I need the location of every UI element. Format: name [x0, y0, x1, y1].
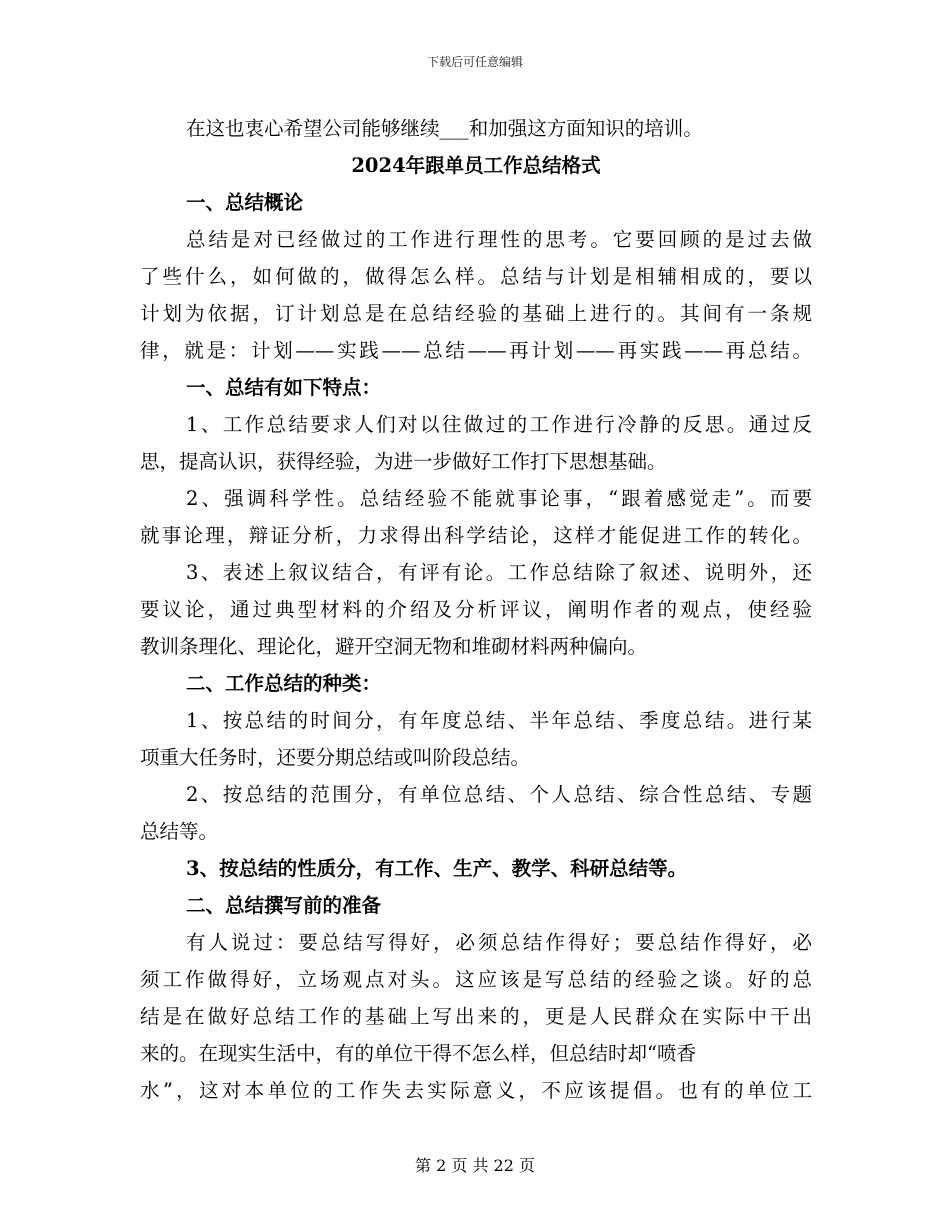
document-body	[140, 110, 812, 1109]
paragraph-line: 就事论理，辩证分析，力求得出科学结论，这样才能促进工作的转化。	[140, 524, 812, 547]
intro-line: 在这也衷心希望公司能够继续___和加强这方面知识的培训。	[186, 117, 703, 140]
paragraph-line: 水”，这对本单位的工作失去实际意义，不应该提倡。也有的单位工	[140, 1079, 812, 1102]
paragraph-line: 2、按总结的范围分，有单位总结、个人总结、综合性总结、专题	[186, 783, 812, 806]
page-number-footer: 第 2 页 共 22 页	[415, 1156, 535, 1175]
paragraph-line: 有人说过：要总结写得好，必须总结作得好；要总结作得好，必	[186, 931, 812, 954]
section-heading-overview: 一、总结概论	[186, 191, 304, 214]
paragraph-line: 思，提高认识，获得经验，为进一步做好工作打下思想基础。	[140, 450, 667, 473]
paragraph-line: 3、表述上叙议结合，有评有论。工作总结除了叙述、说明外，还	[186, 561, 812, 584]
document-title: 2024年跟单员工作总结格式	[351, 154, 601, 177]
paragraph-line: 计划为依据，订计划总是在总结经验的基础上进行的。其间有一条规	[140, 302, 812, 325]
paragraph-line: 1、按总结的时间分，有年度总结、半年总结、季度总结。进行某	[186, 709, 812, 732]
paragraph-line: 项重大任务时，还要分期总结或叫阶段总结。	[140, 746, 531, 769]
bold-paragraph-line: 3、按总结的性质分，有工作、生产、教学、科研总结等。	[186, 857, 688, 880]
section-heading-types: 二、工作总结的种类：	[186, 672, 382, 695]
paragraph-line: 总结是对已经做过的工作进行理性的思考。它要回顾的是过去做	[186, 228, 812, 251]
section-heading-features: 一、总结有如下特点：	[186, 376, 382, 399]
paragraph-line: 1、工作总结要求人们对以往做过的工作进行冷静的反思。通过反	[186, 413, 812, 436]
paragraph-line: 2、强调科学性。总结经验不能就事论事，“跟着感觉走”。而要	[186, 487, 812, 510]
paragraph-line: 来的。在现实生活中，有的单位干得不怎么样，但总结时却“喷香	[140, 1042, 696, 1065]
paragraph-line: 须工作做得好，立场观点对头。这应该是写总结的经验之谈。好的总	[140, 968, 812, 991]
paragraph-line: 总结等。	[140, 820, 219, 843]
page-header: 下载后可任意编辑	[426, 55, 523, 69]
section-heading-preparation: 二、总结撰写前的准备	[186, 894, 382, 917]
paragraph-line: 了些什么，如何做的，做得怎么样。总结与计划是相辅相成的，要以	[140, 265, 812, 288]
paragraph-line: 要议论，通过典型材料的介绍及分析评议，阐明作者的观点，使经验	[140, 598, 812, 621]
paragraph-line: 律，就是：计划——实践——总结——再计划——再实践——再总结。	[140, 339, 812, 362]
paragraph-line: 教训条理化、理论化，避开空洞无物和堆砌材料两种偏向。	[140, 635, 648, 658]
paragraph-line: 结是在做好总结工作的基础上写出来的，更是人民群众在实际中干出	[140, 1005, 812, 1028]
